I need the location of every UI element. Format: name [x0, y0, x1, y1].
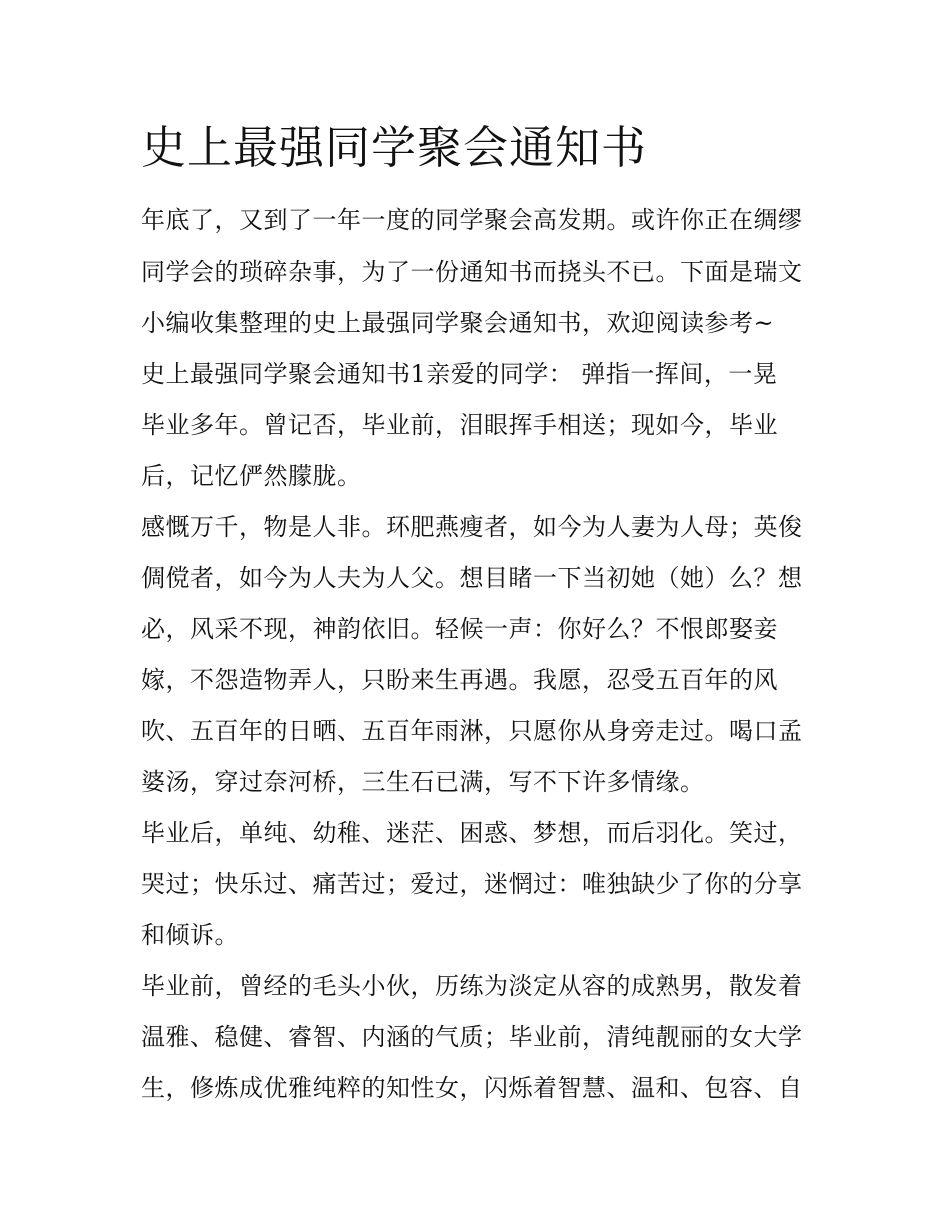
body-line: 嫁，不怨造物弄人，只盼来生再遇。我愿，忍受五百年的风	[141, 666, 778, 694]
body-line: 吹、五百年的日晒、五百年雨淋，只愿你从身旁走过。喝口孟	[141, 717, 803, 745]
body-line: 同学会的琐碎杂事，为了一份通知书而挠头不已。下面是瑞文	[141, 258, 803, 286]
body-line: 和倾诉。	[141, 921, 239, 949]
document-title: 史上最强同学聚会通知书	[141, 121, 648, 174]
body-line: 感慨万千，物是人非。环肥燕瘦者，如今为人妻为人母；英俊	[141, 513, 803, 541]
body-line: 必，风采不现，神韵依旧。轻候一声：你好么？不恨郎娶妾	[141, 615, 778, 643]
body-line: 倜傥者，如今为人夫为人父。想目睹一下当初她（她）么？想	[141, 564, 803, 592]
body-line: 小编收集整理的史上最强同学聚会通知书，欢迎阅读参考~	[141, 309, 775, 337]
body-line: 生，修炼成优雅纯粹的知性女，闪烁着智慧、温和、包容、自	[141, 1074, 803, 1102]
body-line: 后，记忆俨然朦胧。	[141, 462, 362, 490]
body-line: 哭过；快乐过、痛苦过；爱过，迷惘过：唯独缺少了你的分享	[141, 870, 803, 898]
body-line: 温雅、稳健、睿智、内涵的气质；毕业前，清纯靓丽的女大学	[141, 1023, 803, 1051]
body-line: 婆汤，穿过奈河桥，三生石已满，写不下许多情缘。	[141, 768, 705, 796]
body-line: 毕业前，曾经的毛头小伙，历练为淡定从容的成熟男，散发着	[141, 972, 803, 1000]
body-line: 史上最强同学聚会通知书1亲爱的同学： 弹指一挥间，一晃	[141, 360, 778, 388]
body-line: 年底了，又到了一年一度的同学聚会高发期。或许你正在绸缪	[141, 206, 803, 234]
body-line: 毕业后，单纯、幼稚、迷茫、困惑、梦想，而后羽化。笑过，	[141, 819, 803, 847]
body-line: 毕业多年。曾记否，毕业前，泪眼挥手相送；现如今，毕业	[141, 411, 778, 439]
